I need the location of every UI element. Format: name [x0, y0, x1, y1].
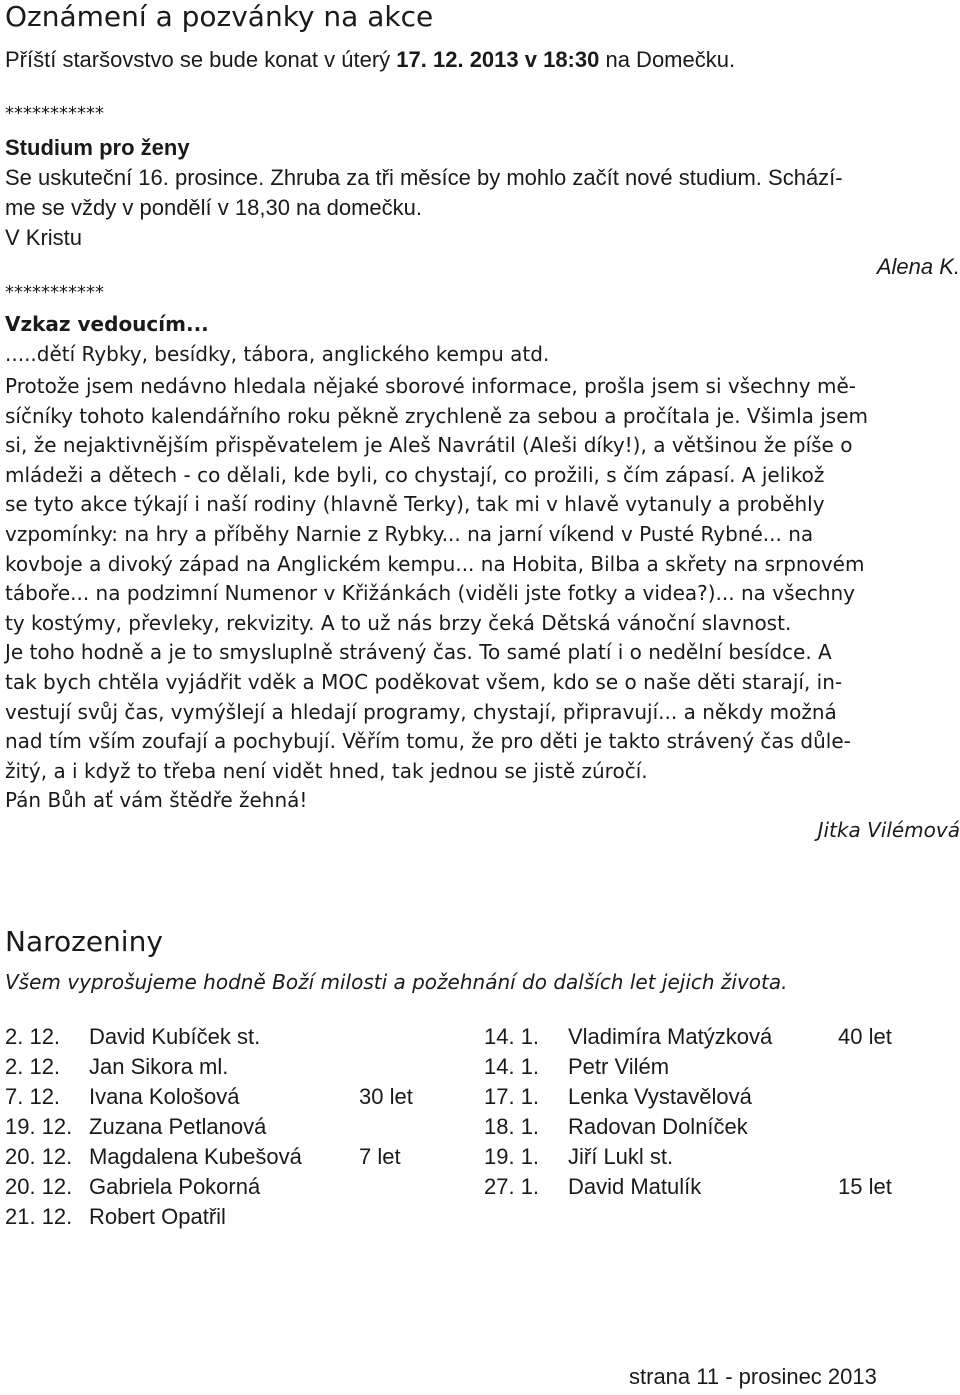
birthday-row — [5, 1204, 413, 1234]
study-closing: V Kristu — [5, 225, 83, 250]
birthday-name: Zuzana Petlanová — [89, 1114, 267, 1139]
birthday-date: 2. 12. — [5, 1054, 61, 1079]
meeting-announcement — [5, 47, 735, 73]
message-line: se tyto akce týkají i naší rodiny (hlavně Terky), tak mi v hlavě vytanuly a proběhly — [5, 492, 825, 517]
birthday-name: Ivana Kološová — [89, 1084, 240, 1109]
birthday-row — [5, 1084, 413, 1114]
birthday-age: 30 let — [359, 1084, 413, 1109]
birthday-row — [5, 1114, 413, 1144]
message-line: tak bych chtěla vyjádřit vděk a MOC poděkovat všem, kdo se o naše děti starají, in- — [5, 669, 843, 694]
birthdays-title: Narozeniny — [5, 925, 163, 958]
birthday-row — [5, 1054, 413, 1084]
message-signature: Jitka Vilémová — [817, 818, 960, 842]
birthday-row — [5, 1174, 413, 1204]
message-line: si, že nejaktivnějším přispěvatelem je Aleš Navrátil (Aleši díky!), a většinou že píše o — [5, 433, 853, 458]
birthday-date: 7. 12. — [5, 1084, 61, 1109]
birthday-list-right — [484, 1024, 892, 1204]
birthday-date: 14. 1. — [484, 1054, 540, 1079]
message-line: táboře... na podzimní Numenor v Křižánkách (viděli jste fotky a videa?)... na všechny — [5, 581, 856, 606]
birthday-name: Petr Vilém — [568, 1054, 670, 1079]
birthday-row — [484, 1144, 892, 1174]
birthday-name: Vladimíra Matýzková — [568, 1024, 773, 1049]
birthday-date: 18. 1. — [484, 1114, 540, 1139]
message-title: Vzkaz vedoucím... — [5, 312, 209, 336]
birthday-date: 27. 1. — [484, 1174, 540, 1199]
message-line: Protože jsem nedávno hledala nějaké sborové informace, prošla jsem si všechny mě- — [5, 374, 856, 398]
meeting-text-post: na Domečku. — [599, 47, 736, 72]
study-signature: Alena K. — [876, 254, 960, 279]
message-line: nad tím vším zoufají a pochybují. Věřím tomu, že pro děti je takto strávený čas důle- — [5, 729, 851, 754]
message-line: žitý, a i když to třeba není vidět hned, tak jednou se jistě zúročí. — [5, 758, 648, 783]
birthday-row — [484, 1174, 892, 1204]
birthdays-blessing: Všem vyprošujeme hodně Boží milosti a požehnání do dalších let jejich života. — [5, 970, 788, 994]
message-line: kovboje a divoký západ na Anglickém kempu... na Hobita, Bilba a skřety na srpnovém — [5, 551, 865, 576]
birthday-row — [484, 1084, 892, 1114]
message-line: síčníky tohoto kalendářního roku pěkně zrychleně za sebou a pročítala je. Všimla jsem — [5, 403, 869, 428]
message-line: mládeži a dětech - co dělali, kde byli, co chystají, co prožili, s čím zápasí. A jelikož — [5, 462, 825, 487]
birthday-name: Jiří Lukl st. — [568, 1144, 674, 1169]
birthday-name: Magdalena Kubešová — [89, 1144, 302, 1169]
message-line: Pán Bůh ať vám štědře žehná! — [5, 788, 308, 813]
meeting-text-pre: Příští staršovstvo se bude konat v úterý — [5, 47, 397, 72]
birthday-row — [5, 1144, 413, 1174]
meeting-date: 17. 12. 2013 v 18:30 — [396, 47, 600, 72]
birthday-date: 20. 12. — [5, 1174, 73, 1199]
birthday-row — [5, 1024, 413, 1054]
birthday-row — [484, 1114, 892, 1144]
message-line: vestují svůj čas, vymýšlejí a hledají programy, chystají, připravují... a někdy možná — [5, 699, 837, 724]
birthday-name: Jan Sikora ml. — [89, 1054, 229, 1079]
birthday-date: 19. 12. — [5, 1114, 73, 1139]
separator: *********** — [5, 103, 104, 124]
message-line: Je toho hodně a je to smysluplně strávený čas. To samé platí i o nedělní besídce. A — [5, 640, 832, 665]
birthday-date: 2. 12. — [5, 1024, 61, 1049]
birthday-name: Lenka Vystavělová — [568, 1084, 752, 1109]
birthday-age: 7 let — [359, 1144, 401, 1169]
birthday-name: Robert Opatřil — [89, 1204, 226, 1229]
birthday-date: 17. 1. — [484, 1084, 540, 1109]
birthday-name: David Kubíček st. — [89, 1024, 261, 1049]
study-line-1: Se uskuteční 16. prosince. Zhruba za tři měsíce by mohlo začít nové studium. Schází- — [5, 165, 843, 190]
birthday-name: David Matulík — [568, 1174, 702, 1199]
birthday-name: Gabriela Pokorná — [89, 1174, 261, 1199]
birthday-list-left — [5, 1024, 413, 1234]
birthday-age: 40 let — [838, 1024, 892, 1049]
birthday-date: 19. 1. — [484, 1144, 540, 1169]
study-title: Studium pro ženy — [5, 135, 190, 160]
birthday-name: Radovan Dolníček — [568, 1114, 748, 1139]
birthday-row — [484, 1054, 892, 1084]
birthday-age: 15 let — [838, 1174, 892, 1199]
study-line-2: me se vždy v pondělí v 18,30 na domečku. — [5, 195, 423, 220]
birthday-date: 20. 12. — [5, 1144, 73, 1169]
birthday-date: 21. 12. — [5, 1204, 73, 1229]
page-footer: strana 11 - prosinec 2013 — [629, 1364, 877, 1389]
message-line: vzpomínky: na hry a příběhy Narnie z Rybky... na jarní víkend v Pusté Rybné... na — [5, 521, 814, 546]
message-body — [5, 372, 868, 816]
birthday-row — [484, 1024, 892, 1054]
page-title: Oznámení a pozvánky na akce — [5, 0, 434, 33]
separator: *********** — [5, 282, 104, 303]
message-subtitle: .....dětí Rybky, besídky, tábora, anglického kempu atd. — [5, 342, 550, 366]
message-line: ty kostýmy, převleky, rekvizity. A to už nás brzy čeká Dětská vánoční slavnost. — [5, 610, 792, 635]
birthday-date: 14. 1. — [484, 1024, 540, 1049]
